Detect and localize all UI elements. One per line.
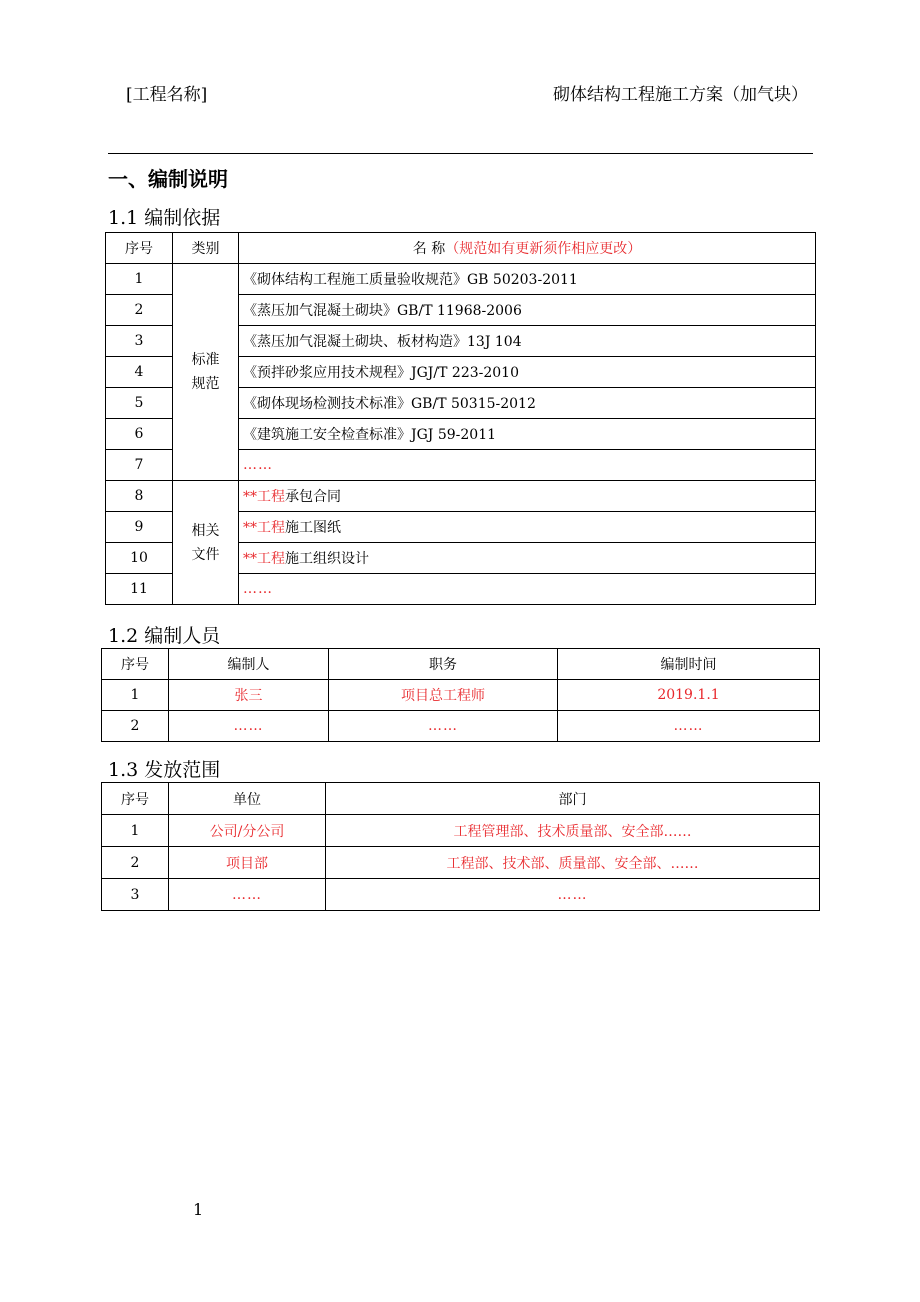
author-name: 张三 — [169, 680, 329, 711]
basis-table — [105, 232, 816, 605]
row-no: 1 — [106, 264, 173, 295]
header-cell-author: 编制人 — [169, 649, 329, 680]
header-cell-no: 序号 — [102, 649, 169, 680]
row-no: 2 — [102, 711, 169, 742]
table-row — [102, 879, 820, 911]
row-name: 《砌体结构工程施工质量验收规范》GB 50203-2011 — [239, 264, 816, 295]
header-rule — [108, 153, 813, 154]
project-placeholder: **工程 — [243, 520, 285, 536]
row-name: 《建筑施工安全检查标准》JGJ 59-2011 — [239, 419, 816, 450]
project-placeholder: **工程 — [243, 489, 285, 505]
row-name-text: 施工图纸 — [285, 520, 341, 536]
staff-heading: 1.2 编制人员 — [108, 625, 221, 647]
table-header-row — [106, 233, 816, 264]
row-no: 2 — [106, 295, 173, 326]
unit-name: 公司/分公司 — [169, 815, 326, 847]
header-name-text: 名 称 — [412, 241, 446, 257]
header-cell-department: 部门 — [326, 783, 820, 815]
category-related-docs: 相关 文件 — [173, 481, 239, 605]
row-name-ellipsis: …… — [239, 574, 816, 605]
header-cell-date: 编制时间 — [558, 649, 820, 680]
author-position: …… — [329, 711, 558, 742]
header-cell-no: 序号 — [106, 233, 173, 264]
row-name: 《预拌砂浆应用技术规程》JGJ/T 223-2010 — [239, 357, 816, 388]
unit-name: …… — [169, 879, 326, 911]
unit-name: 项目部 — [169, 847, 326, 879]
basis-heading: 1.1 编制依据 — [108, 207, 221, 229]
table-header-row — [102, 649, 820, 680]
author-name: …… — [169, 711, 329, 742]
department-list: 工程管理部、技术质量部、安全部…… — [326, 815, 820, 847]
row-no: 11 — [106, 574, 173, 605]
header-cell-position: 职务 — [329, 649, 558, 680]
table-row — [102, 711, 820, 742]
header-cell-unit: 单位 — [169, 783, 326, 815]
row-no: 1 — [102, 815, 169, 847]
header-cell-no: 序号 — [102, 783, 169, 815]
header-cell-name — [239, 233, 816, 264]
table-row — [106, 481, 816, 512]
header-project-name: [工程名称] — [126, 85, 208, 105]
row-name — [239, 543, 816, 574]
header-document-title: 砌体结构工程施工方案（加气块） — [553, 85, 808, 105]
row-name-text: 施工组织设计 — [285, 551, 369, 567]
row-no: 3 — [102, 879, 169, 911]
row-no: 9 — [106, 512, 173, 543]
scope-table — [101, 782, 820, 911]
compile-date: 2019.1.1 — [558, 680, 820, 711]
project-placeholder: **工程 — [243, 551, 285, 567]
row-name — [239, 512, 816, 543]
category-standards: 标准 规范 — [173, 264, 239, 481]
table-header-row — [102, 783, 820, 815]
department-list: …… — [326, 879, 820, 911]
department-list: 工程部、技术部、质量部、安全部、…… — [326, 847, 820, 879]
row-name-ellipsis: …… — [239, 450, 816, 481]
row-no: 3 — [106, 326, 173, 357]
row-name: 《蒸压加气混凝土砌块、板材构造》13J 104 — [239, 326, 816, 357]
header-name-note: （规范如有更新须作相应更改） — [445, 241, 642, 257]
table-row — [106, 264, 816, 295]
row-name: 《蒸压加气混凝土砌块》GB/T 11968-2006 — [239, 295, 816, 326]
table-row — [102, 847, 820, 879]
row-no: 5 — [106, 388, 173, 419]
table-row — [102, 680, 820, 711]
staff-table — [101, 648, 820, 742]
row-no: 1 — [102, 680, 169, 711]
compile-date: …… — [558, 711, 820, 742]
page-number: 1 — [193, 1200, 204, 1219]
scope-heading: 1.3 发放范围 — [108, 759, 221, 781]
row-name-text: 承包合同 — [285, 489, 341, 505]
row-no: 10 — [106, 543, 173, 574]
row-no: 7 — [106, 450, 173, 481]
row-no: 4 — [106, 357, 173, 388]
row-name: 《砌体现场检测技术标准》GB/T 50315-2012 — [239, 388, 816, 419]
row-no: 8 — [106, 481, 173, 512]
section-heading: 一、编制说明 — [108, 167, 228, 191]
row-no: 6 — [106, 419, 173, 450]
table-row — [102, 815, 820, 847]
header-cell-type: 类别 — [173, 233, 239, 264]
row-no: 2 — [102, 847, 169, 879]
author-position: 项目总工程师 — [329, 680, 558, 711]
row-name — [239, 481, 816, 512]
